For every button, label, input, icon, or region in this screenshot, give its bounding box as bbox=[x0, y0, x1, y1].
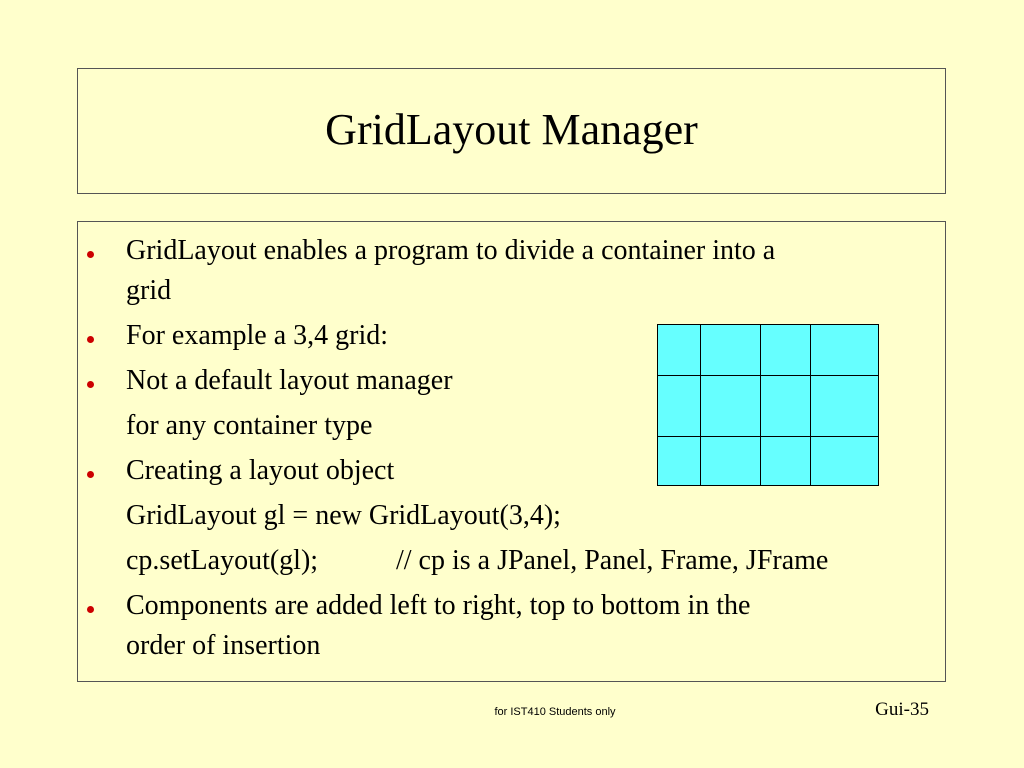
slide-title: GridLayout Manager bbox=[325, 105, 698, 154]
footer-note: for IST410 Students only bbox=[494, 706, 616, 718]
title-box bbox=[77, 68, 946, 194]
page-number: Gui-35 bbox=[875, 699, 929, 720]
bullet-icon bbox=[87, 336, 94, 343]
grid-row-divider bbox=[658, 436, 878, 437]
bullet-text: GridLayout enables a program to divide a container into a bbox=[126, 235, 776, 266]
grid-figure bbox=[657, 324, 879, 486]
bullet-text: Not a default layout manager bbox=[126, 365, 453, 396]
bullet-icon bbox=[87, 471, 94, 478]
bullet-text-continued: order of insertion bbox=[126, 630, 321, 661]
grid-column-divider bbox=[760, 325, 761, 485]
bullet-text-continued: grid bbox=[126, 275, 172, 306]
code-line: cp.setLayout(gl); bbox=[126, 545, 319, 576]
grid-row-divider bbox=[658, 375, 878, 376]
grid-column-divider bbox=[700, 325, 701, 485]
bullet-text: Components are added left to right, top to bottom in the bbox=[126, 590, 751, 621]
bullet-text: Creating a layout object bbox=[126, 455, 395, 486]
bullet-text: For example a 3,4 grid: bbox=[126, 320, 389, 351]
bullet-icon bbox=[87, 251, 94, 258]
bullet-icon bbox=[87, 606, 94, 613]
code-line: GridLayout gl = new GridLayout(3,4); bbox=[126, 500, 561, 531]
bullet-icon bbox=[87, 381, 94, 388]
content-box bbox=[77, 221, 946, 682]
grid-column-divider bbox=[810, 325, 811, 485]
continuation-text: for any container type bbox=[126, 410, 373, 441]
code-comment: // cp is a JPanel, Panel, Frame, JFrame bbox=[396, 545, 829, 576]
